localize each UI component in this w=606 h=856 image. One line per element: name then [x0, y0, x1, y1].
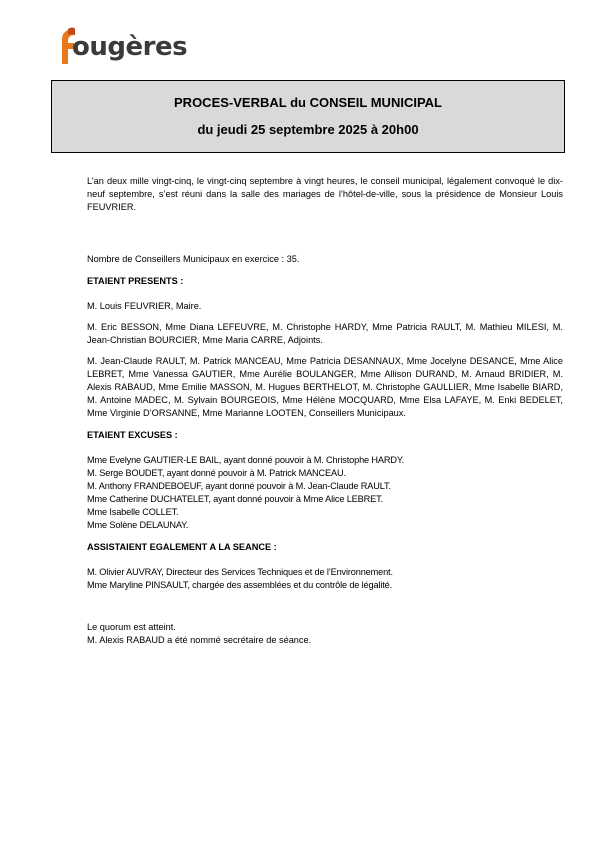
mayor-line: M. Louis FEUVRIER, Maire. — [87, 301, 202, 311]
list-item: M. Olivier AUVRAY, Directeur des Services Techniques et de l’Environnement. — [87, 567, 393, 577]
excuses-heading: ETAIENT EXCUSES : — [87, 430, 178, 440]
assistaient-list — [87, 566, 563, 592]
list-item: M. Serge BOUDET, ayant donné pouvoir à M. Patrick MANCEAU. — [87, 468, 346, 478]
secretaire-line: M. Alexis RABAUD a été nommé secrétaire de séance. — [87, 635, 312, 645]
fougeres-logo — [58, 24, 188, 66]
conseillers-paragraph: M. Jean-Claude RAULT, M. Patrick MANCEAU, Mme Patricia DESANNAUX, Mme Jocelyne DESANCE, Mme Alice LEBRET, Mme Vanessa GAUTIER, Mme Aurélie BOULANGER, Mme Allison DURAND, M. Arnaud BRIDIER, M. Alexis RABAUD, Mme Emilie MASSON, M. Hugues BERTHELOT, M. Christophe GAULLIER, Mme Isabelle BIARD, M. Antoine MADEC, M. Sylvain BOURGEOIS, Mme Hélène MOCQUARD, Mme Elsa LAFAYE, M. Enki BEDELET, Mme Virginie D’ORSANNE, Mme Marianne LOOTEN, Conseillers Municipaux. — [87, 356, 563, 418]
adjoints-paragraph: M. Eric BESSON, Mme Diana LEFEUVRE, M. Christophe HARDY, Mme Patricia RAULT, M. Mathieu MILESI, M. Jean-Christian BOURCIER, Mme Maria CARRE, Adjoints. — [87, 322, 563, 345]
logo-text: ougères — [72, 32, 188, 62]
title-box — [51, 80, 565, 153]
list-item: Mme Isabelle COLLET. — [87, 507, 179, 517]
list-item: M. Anthony FRANDEBOEUF, ayant donné pouvoir à M. Jean-Claude RAULT. — [87, 481, 391, 491]
excuses-list — [87, 454, 563, 532]
list-item: Mme Solène DELAUNAY. — [87, 520, 189, 530]
list-item: Mme Maryline PINSAULT, chargée des assemblées et du contrôle de légalité. — [87, 580, 392, 590]
quorum-line: Le quorum est atteint. — [87, 622, 176, 632]
document-body — [87, 175, 563, 647]
intro-paragraph: L’an deux mille vingt-cinq, le vingt-cinq septembre à vingt heures, le conseil municipal, légalement convoqué le dix-neuf septembre, s’est réuni dans la salle des mariages de l’hôtel-de-ville, sous la présidence de Monsieur Louis FEUVRIER. — [87, 176, 563, 212]
page-title: PROCES-VERBAL du CONSEIL MUNICIPAL — [174, 95, 442, 110]
conseillers-count: Nombre de Conseillers Municipaux en exercice : 35. — [87, 254, 300, 264]
list-item: Mme Catherine DUCHATELET, ayant donné pouvoir à Mme Alice LEBRET. — [87, 494, 383, 504]
presents-heading: ETAIENT PRESENTS : — [87, 276, 184, 286]
assistaient-heading: ASSISTAIENT EGALEMENT A LA SEANCE : — [87, 542, 277, 552]
meeting-date: du jeudi 25 septembre 2025 à 20h00 — [197, 122, 419, 137]
list-item: Mme Evelyne GAUTIER-LE BAIL, ayant donné pouvoir à M. Christophe HARDY. — [87, 455, 405, 465]
